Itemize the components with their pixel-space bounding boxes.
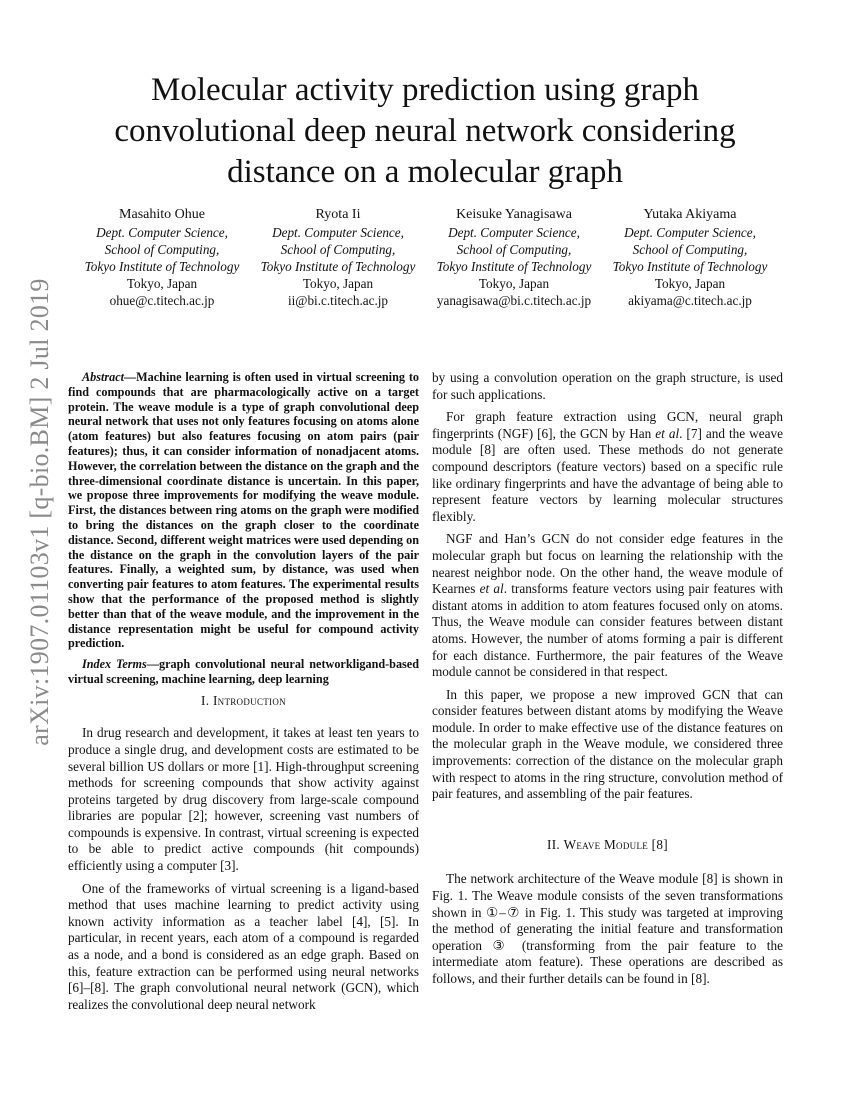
- author-school: School of Computing,: [456, 242, 572, 257]
- title-line-3: distance on a molecular graph: [227, 154, 623, 190]
- section-heading-weave-module: [432, 837, 783, 854]
- paragraph-text: . [7] and the weave module [8] are often used. These methods do not generate compound descriptors (feature vectors) based on a specific rule like ordinary fingerprints and have the advantage of being able to represent feature vectors by learning molecular structures flexibly.: [432, 425, 783, 524]
- author-name: Keisuke Yanagisawa: [456, 207, 572, 222]
- author-akiyama: [602, 206, 778, 309]
- author-institution: Tokyo Institute of Technology: [260, 259, 416, 274]
- author-school: School of Computing,: [632, 242, 748, 257]
- paragraph-text: For graph feature extraction using GCN, neural graph fingerprints (NGF) [6], the GCN by Han: [432, 409, 783, 441]
- author-dept: Dept. Computer Science,: [448, 225, 580, 240]
- author-dept: Dept. Computer Science,: [624, 225, 756, 240]
- intro-paragraph-1: In drug research and development, it takes at least ten years to produce a single drug, and development costs are estimated to be several billion US dollars or more [1]. High-throughput screening methods for screening compounds that show activity against proteins targeted by drug discovery from large-scale compound libraries are popular [2]; however, screening vast numbers of compounds is expensive. In contrast, virtual screening is expected to be able to predict active compounds (hit compounds) efficiently using a computer [3].: [68, 725, 419, 874]
- title-line-2: convolutional deep neural network considering: [114, 113, 736, 149]
- author-institution: Tokyo Institute of Technology: [84, 259, 240, 274]
- author-city: Tokyo, Japan: [654, 276, 726, 291]
- author-name: Ryota Ii: [315, 207, 361, 222]
- index-terms-text: —graph convolutional neural networkligand-based virtual screening, machine learning, deep learning: [68, 657, 419, 686]
- section-title: Weave Module: [563, 836, 649, 852]
- paragraph-text: NGF and Han’s GCN do not consider edge features in the molecular graph but focus on learning the relationship with the nearest neighbor node. On the other hand, the weave module of Kearnes: [432, 531, 783, 597]
- author-dept: Dept. Computer Science,: [96, 225, 228, 240]
- paper-title: [80, 70, 770, 193]
- left-column: [68, 370, 419, 1019]
- intro-paragraph-5: In this paper, we propose a new improved GCN that can consider features between distant atoms by modifying the Weave module. In order to make effective use of the distance features on the molecular graph in the Weave module, we considered three improvements: correction of the distance on the molecular graph with respect to atoms in the ring structure, convolution method of pair features, and assembling of the pair features.: [432, 686, 783, 802]
- author-institution: Tokyo Institute of Technology: [612, 259, 768, 274]
- arxiv-sidebar: [25, 262, 54, 762]
- author-email: ii@bi.c.titech.ac.jp: [287, 293, 389, 308]
- author-email: ohue@c.titech.ac.jp: [109, 293, 215, 308]
- author-name: Yutaka Akiyama: [643, 207, 737, 222]
- et-al: et al: [655, 425, 680, 441]
- right-column: [432, 370, 783, 994]
- section-title: Introduction: [212, 692, 286, 708]
- index-terms-label: Index Terms: [82, 657, 147, 672]
- intro-paragraph-2-continued: by using a convolution operation on the graph structure, is used for such applications.: [432, 370, 783, 402]
- abstract-text: —Machine learning is often used in virtual screening to find compounds that are pharmacologically active on a target protein. The weave module is a type of graph convolutional deep neural network that uses not only features focusing on atoms alone (atom features) but also features focusing on atom pairs (pair features); thus, it can consider information of nonadjacent atoms. However, the correlation between the distance on the graph and the three-dimensional coordinate distance is uncertain. In this paper, we propose three improvements for modifying the weave module. First, the distances between ring atoms on the graph were modified to bring the distances on the graph closer to the coordinate distance. Second, different weight matrices were used depending on the distance on the graph in the convolution layers of the pair features. Finally, a weighted sum, by distance, was used when converting pair features to atom features. The experimental results show that the performance of the proposed method is slightly better than that of the weave module, and the improvement in the distance representation might be useful for compound activity prediction.: [68, 370, 419, 651]
- author-email: yanagisawa@bi.c.titech.ac.jp: [436, 293, 592, 308]
- author-school: School of Computing,: [280, 242, 396, 257]
- paragraph-text: . transforms feature vectors using pair features with distant atoms in addition to atom features focused only on atoms. Thus, the Weave module can consider features between distant atoms. However, the number of atoms forming a pair is different for each distance. Furthermore, the pair features of the Weave module cannot be considered in that respect.: [432, 581, 784, 680]
- author-city: Tokyo, Japan: [126, 276, 198, 291]
- author-city: Tokyo, Japan: [478, 276, 550, 291]
- abstract: [68, 370, 419, 651]
- section-number: I.: [201, 692, 210, 708]
- intro-paragraph-4: [432, 531, 783, 680]
- et-al: et al: [479, 581, 504, 597]
- title-line-1: Molecular activity prediction using graph: [150, 72, 699, 108]
- abstract-label: Abstract: [82, 370, 124, 384]
- author-ohue: [74, 206, 250, 309]
- weave-paragraph-1: The network architecture of the Weave module [8] is shown in Fig. 1. The Weave module consists of the seven transformations shown in ①–⑦ in Fig. 1. This study was targeted at improving the method of generating the initial feature and transformation operation ③ (transforming from the pair feature to the intermediate atom feature). These operations are described as follows, and their further details can be found in [8].: [432, 871, 783, 986]
- author-yanagisawa: [426, 206, 602, 309]
- author-institution: Tokyo Institute of Technology: [436, 259, 592, 274]
- section-number: II.: [547, 836, 561, 852]
- author-email: akiyama@c.titech.ac.jp: [628, 293, 752, 308]
- author-dept: Dept. Computer Science,: [272, 225, 404, 240]
- author-school: School of Computing,: [104, 242, 220, 257]
- index-terms: [68, 657, 419, 687]
- intro-paragraph-2: One of the frameworks of virtual screening is a ligand-based method that uses machine learning to predict activity using known activity information as a teacher label [4], [5]. In particular, in recent years, each atom of a compound is regarded as a node, and a bond is considered as an edge graph. Based on this, feature extraction can be performed using neural networks [6]–[8]. The graph convolutional neural network (GCN), which realizes the convolutional deep neural network: [68, 880, 419, 1012]
- author-block: [74, 206, 778, 309]
- intro-paragraph-3: [432, 409, 783, 525]
- section-reference: [8]: [651, 836, 668, 852]
- author-ii: [250, 206, 426, 309]
- author-name: Masahito Ohue: [119, 207, 205, 222]
- author-city: Tokyo, Japan: [302, 276, 374, 291]
- arxiv-identifier: arXiv:1907.01103v1 [q-bio.BM] 2 Jul 2019: [25, 278, 54, 746]
- section-heading-introduction: [68, 693, 419, 710]
